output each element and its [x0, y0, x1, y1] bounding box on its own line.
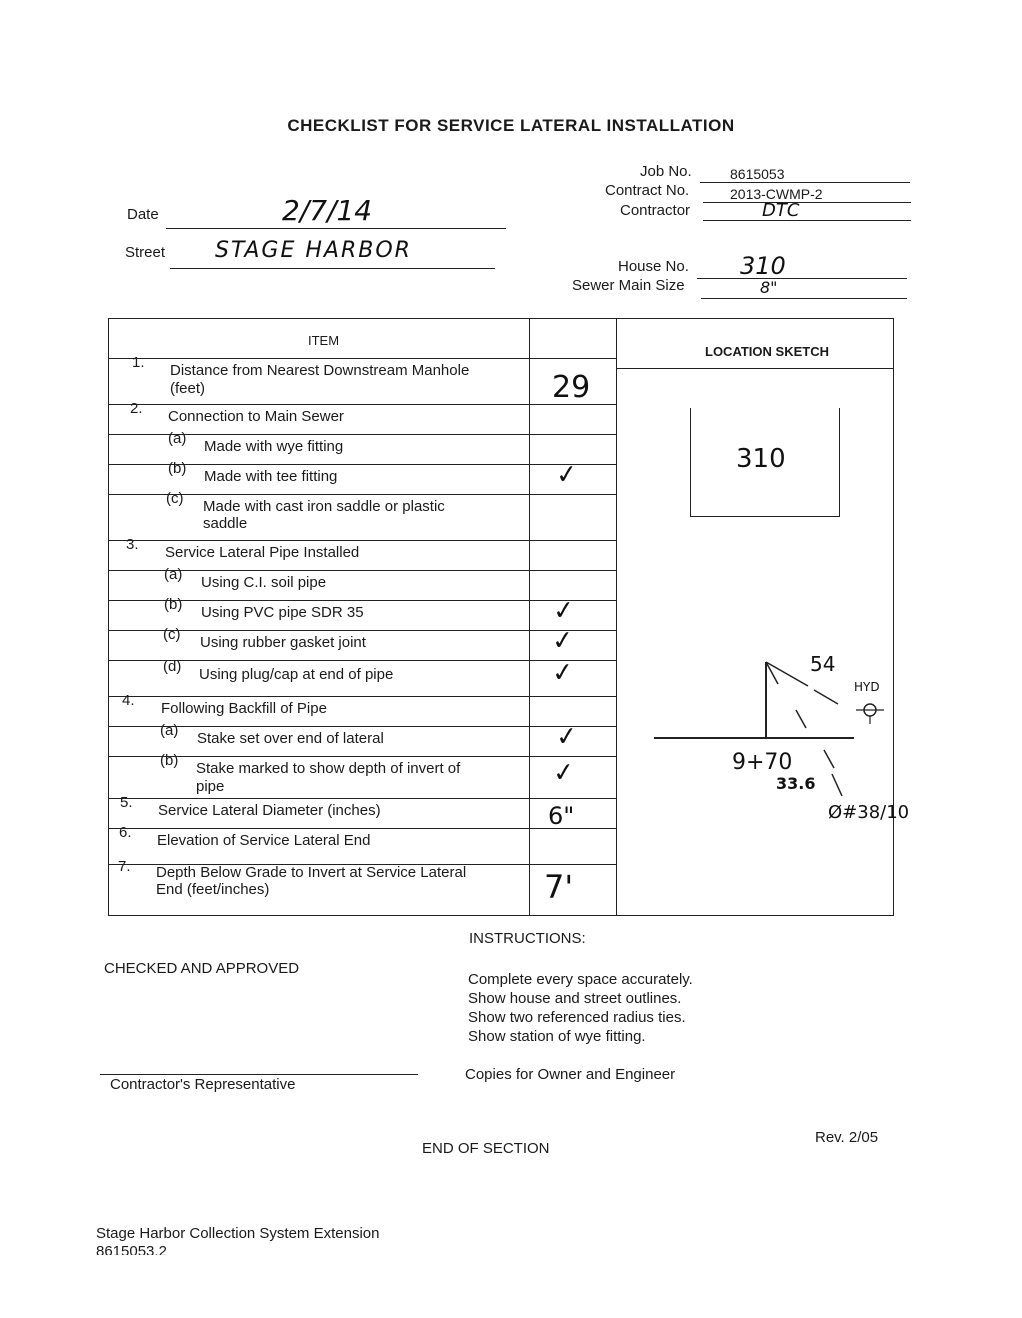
sketch-distance-label: 54: [810, 652, 836, 676]
project-code: 8615053.2: [96, 1243, 167, 1255]
row-4b-number: (b): [160, 752, 179, 769]
row-2a-text: Made with wye fitting: [204, 438, 344, 455]
row-3b-number: (b): [164, 596, 183, 613]
house-no-value[interactable]: 310: [740, 252, 786, 280]
sketch-offset-label: 33.6: [776, 774, 816, 793]
sketch-station-label: 9+70: [732, 750, 793, 775]
row-2-number: 2.: [130, 400, 143, 417]
row-1-text: Distance from Nearest Downstream Manhole: [170, 362, 470, 379]
row-3a-text: Using C.I. soil pipe: [201, 574, 327, 591]
end-of-section: END OF SECTION: [422, 1140, 550, 1157]
row-3c-number: (c): [163, 626, 181, 643]
sewer-main-value[interactable]: 8": [760, 278, 778, 297]
sketch-offset-line: [824, 750, 834, 768]
row-4-text: Following Backfill of Pipe: [161, 700, 327, 717]
sketch-offset-line-2: [832, 774, 842, 796]
house-no-label: House No.: [618, 258, 689, 275]
contract-no-label: Contract No.: [605, 182, 690, 199]
row-line: [108, 404, 616, 405]
checklist-table: [108, 318, 910, 916]
row-line: [108, 494, 616, 495]
row-5-number: 5.: [120, 794, 133, 811]
street-value[interactable]: STAGE HARBOR: [215, 238, 412, 263]
row-5-text: Service Lateral Diameter (inches): [158, 802, 381, 819]
job-no-value[interactable]: 8615053: [730, 166, 785, 182]
sewer-main-line: [701, 298, 907, 299]
row-line: [108, 660, 616, 661]
row-4a-check[interactable]: ✓: [554, 720, 580, 754]
instruction-item: Show two referenced radius ties.: [468, 1009, 686, 1026]
contractor-label: Contractor: [620, 202, 691, 219]
row-line: [108, 696, 616, 697]
row-2a-number: (a): [168, 430, 187, 447]
row-line: [108, 630, 616, 631]
row-3d-check[interactable]: ✓: [550, 656, 576, 690]
row-3c-check[interactable]: ✓: [550, 624, 576, 658]
row-7-text2: End (feet/inches): [156, 881, 270, 898]
row-2b-text: Made with tee fitting: [204, 468, 338, 485]
job-no-line: [700, 182, 910, 183]
street-label: Street: [125, 244, 166, 261]
row-3d-number: (d): [163, 658, 182, 675]
project-name: Stage Harbor Collection System Extension: [96, 1225, 380, 1242]
row-6-text: Elevation of Service Lateral End: [157, 832, 371, 849]
row-4b-text2: pipe: [196, 778, 225, 795]
checked-approved-label: CHECKED AND APPROVED: [104, 960, 300, 977]
copies-text: Copies for Owner and Engineer: [465, 1066, 676, 1083]
instruction-item: Show station of wye fitting.: [468, 1028, 646, 1045]
job-no-label: Job No.: [640, 163, 692, 180]
row-3b-text: Using PVC pipe SDR 35: [201, 604, 364, 621]
row-line: [108, 358, 616, 359]
contractor-line: [703, 220, 911, 221]
sewer-main-label: Sewer Main Size: [572, 277, 685, 294]
instruction-item: Complete every space accurately.: [468, 971, 693, 988]
row-4b-check[interactable]: ✓: [551, 756, 577, 790]
item-header: ITEM: [308, 333, 340, 348]
row-line: [108, 798, 616, 799]
row-2b-number: (b): [168, 460, 187, 477]
row-3a-number: (a): [164, 566, 183, 583]
row-line: [108, 600, 616, 601]
row-5-value[interactable]: 6": [548, 802, 575, 830]
row-line: [108, 828, 616, 829]
sketch-hydrant-label: HYD: [854, 680, 880, 694]
row-3c-text: Using rubber gasket joint: [200, 634, 366, 651]
sketch-house-number: 310: [736, 444, 786, 474]
contract-no-line: [703, 202, 911, 203]
row-2b-check[interactable]: ✓: [554, 458, 580, 492]
date-label: Date: [127, 206, 159, 223]
contract-no-value[interactable]: 2013-CWMP-2: [730, 186, 823, 202]
instruction-item: Show house and street outlines.: [468, 990, 682, 1007]
instructions-title: INSTRUCTIONS:: [469, 930, 586, 947]
row-4a-number: (a): [160, 722, 179, 739]
contractor-rep-label: Contractor's Representative: [110, 1076, 296, 1093]
signature-line: [100, 1074, 418, 1075]
row-line: [108, 726, 616, 727]
row-2c-text: Made with cast iron saddle or plastic: [203, 498, 445, 515]
row-line: [108, 570, 616, 571]
row-3d-text: Using plug/cap at end of pipe: [199, 666, 394, 683]
sketch-header: LOCATION SKETCH: [705, 344, 829, 359]
sketch-header-line: [616, 368, 894, 369]
row-3-number: 3.: [126, 536, 139, 553]
sketch-pole-label: Ø#38/10: [828, 802, 910, 823]
row-line: [108, 540, 616, 541]
row-7-text: Depth Below Grade to Invert at Service Lateral: [156, 864, 467, 881]
contractor-value[interactable]: DTC: [762, 200, 800, 221]
row-2c-text2: saddle: [203, 515, 248, 532]
row-7-number: 7.: [118, 858, 131, 875]
sketch-tie-line-2: [814, 690, 838, 704]
house-no-line: [697, 278, 907, 279]
row-3-text: Service Lateral Pipe Installed: [165, 544, 360, 561]
row-line: [108, 756, 616, 757]
row-4-number: 4.: [122, 692, 135, 709]
row-3b-check[interactable]: ✓: [551, 594, 577, 628]
sketch-tie-line-3: [796, 710, 806, 728]
row-2c-number: (c): [166, 490, 184, 507]
page-title: CHECKLIST FOR SERVICE LATERAL INSTALLATION: [287, 116, 735, 135]
row-4a-text: Stake set over end of lateral: [197, 730, 384, 747]
row-1-number: 1.: [132, 354, 145, 371]
row-1-text2: (feet): [170, 380, 206, 397]
date-line: [166, 228, 506, 229]
sketch-column-divider: [616, 318, 617, 916]
row-7-value[interactable]: 7': [544, 868, 574, 906]
value-column-divider: [529, 318, 530, 916]
revision-label: Rev. 2/05: [815, 1129, 879, 1146]
row-6-number: 6.: [119, 824, 132, 841]
instructions-list: [468, 970, 693, 1046]
street-line: [170, 268, 495, 269]
row-1-value[interactable]: 29: [552, 370, 591, 405]
row-2-text: Connection to Main Sewer: [168, 408, 344, 425]
row-4b-text: Stake marked to show depth of invert of: [196, 760, 461, 777]
date-value[interactable]: 2/7/14: [282, 194, 373, 227]
